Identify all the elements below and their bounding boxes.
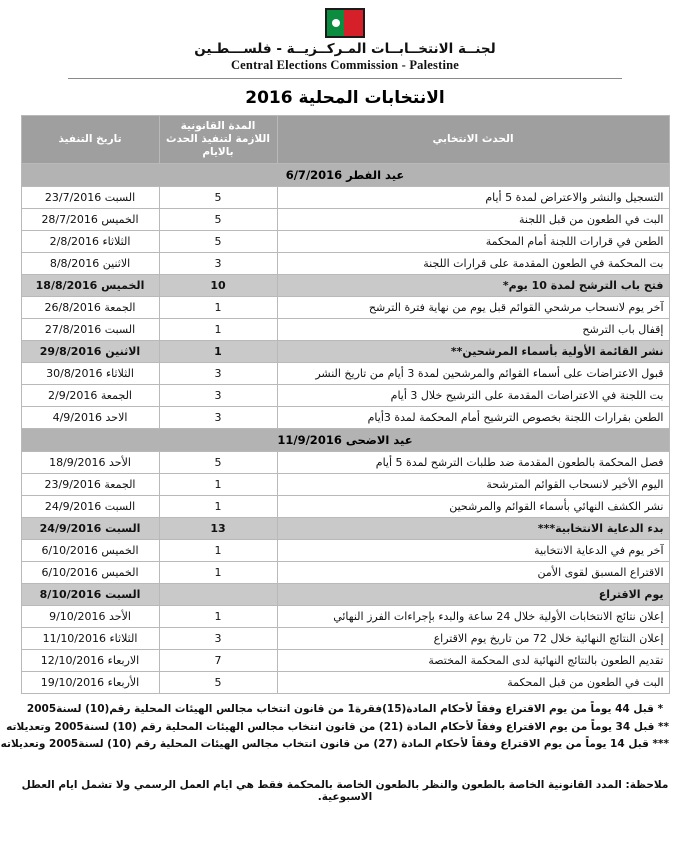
cell-date: الأحد 18/9/2016 (21, 452, 159, 474)
cell-duration: 13 (159, 518, 277, 540)
document-header (0, 0, 690, 79)
footnote-1: * قبل 44 يوماً من يوم الاقتراع وفقاً لأحكام المادة(15)فقرة1 من قانون انتخاب مجالس الهيئات المحلية رقم(10) لسنة2005 (26, 703, 664, 716)
cell-event: اليوم الأخير لانسحاب القوائم المترشحة (277, 474, 669, 496)
logo-green-block (327, 10, 344, 36)
table-row (21, 231, 669, 253)
cell-event: إقفال باب الترشح (277, 319, 669, 341)
cell-date: الثلاثاء 2/8/2016 (21, 231, 159, 253)
cell-duration: 3 (159, 363, 277, 385)
cell-date: الأحد 9/10/2016 (21, 606, 159, 628)
column-header-date: تاريخ التنفيذ (21, 116, 159, 164)
cell-duration: 7 (159, 650, 277, 672)
cell-date: الاثنين 29/8/2016 (21, 341, 159, 363)
table-row (21, 297, 669, 319)
table-row (21, 518, 669, 540)
cell-event: آخر يوم في الدعاية الانتخابية (277, 540, 669, 562)
column-header-duration: المدة القانونية اللازمة لتنفيذ الحدث بالايام (159, 116, 277, 164)
cell-duration (159, 584, 277, 606)
cell-event: تقديم الطعون بالنتائج النهائية لدى المحكمة المختصة (277, 650, 669, 672)
cell-event: نشر الكشف النهائي بأسماء القوائم والمرشحين (277, 496, 669, 518)
cell-duration: 10 (159, 275, 277, 297)
table-row (21, 562, 669, 584)
cell-date: الخميس 18/8/2016 (21, 275, 159, 297)
cell-duration: 5 (159, 187, 277, 209)
cell-event: الطعن في قرارات اللجنة أمام المحكمة (277, 231, 669, 253)
table-row (21, 628, 669, 650)
holiday-row (21, 164, 669, 187)
table-header-row (21, 116, 669, 164)
cell-event: البت في الطعون من قبل اللجنة (277, 209, 669, 231)
cell-event: آخر يوم لانسحاب مرشحي القوائم قبل يوم من نهاية فترة الترشح (277, 297, 669, 319)
table-row (21, 452, 669, 474)
cell-duration: 3 (159, 628, 277, 650)
table-row (21, 650, 669, 672)
table-row (21, 540, 669, 562)
cell-date: السبت 24/9/2016 (21, 496, 159, 518)
cell-duration: 1 (159, 540, 277, 562)
table-row (21, 253, 669, 275)
cell-duration: 1 (159, 496, 277, 518)
cell-date: السبت 24/9/2016 (21, 518, 159, 540)
cell-event: الاقتراع المسبق لقوى الأمن (277, 562, 669, 584)
table-row (21, 584, 669, 606)
cell-event: بدء الدعاية الانتخابية*** (277, 518, 669, 540)
footnote-2: ** قبل 34 يوماً من يوم الاقتراع وفقاً لأحكام المادة (21) من قانون انتخاب مجالس الهيئات المحلية رقم (10) لسنة2005 وتعديلاته (6, 720, 669, 733)
cell-duration: 5 (159, 452, 277, 474)
cell-date: الجمعة 26/8/2016 (21, 297, 159, 319)
holiday-label: عيد الاضحى 11/9/2016 (21, 429, 669, 452)
cell-date: الخميس 6/10/2016 (21, 562, 159, 584)
cell-event: بت المحكمة في الطعون المقدمة على قرارات اللجنة (277, 253, 669, 275)
header-divider (68, 78, 622, 79)
table-row (21, 187, 669, 209)
cell-date: الأربعاء 19/10/2016 (21, 672, 159, 694)
cell-duration: 1 (159, 341, 277, 363)
cell-date: الاحد 4/9/2016 (21, 407, 159, 429)
cell-date: الثلاثاء 11/10/2016 (21, 628, 159, 650)
cell-date: الخميس 28/7/2016 (21, 209, 159, 231)
cell-event: فصل المحكمة بالطعون المقدمة ضد طلبات الترشح لمدة 5 أيام (277, 452, 669, 474)
cell-duration: 5 (159, 231, 277, 253)
cell-event: نشر القائمة الأولية بأسماء المرشحين** (277, 341, 669, 363)
remark-note: ملاحظة: المدد القانونية الخاصة بالطعون والنظر بالطعون الخاصة بالمحكمة فقط هي ايام العمل الرسمي ولا تشمل ايام العطل الاسبوعية. (21, 779, 669, 804)
cell-event: إعلان نتائج الانتخابات الأولية خلال 24 ساعة والبدء بإجراءات الفرز النهائي (277, 606, 669, 628)
page-title: الانتخابات المحلية 2016 (245, 88, 445, 108)
cell-duration: 1 (159, 319, 277, 341)
cec-palestine-logo (325, 8, 365, 38)
table-row (21, 363, 669, 385)
table-row (21, 209, 669, 231)
cell-event: قبول الاعتراضات على أسماء القوائم والمرشحين لمدة 3 أيام من تاريخ النشر (277, 363, 669, 385)
cell-event: التسجيل والنشر والاعتراض لمدة 5 أيام (277, 187, 669, 209)
footnote-3: *** قبل 14 يوماً من يوم الاقتراع وفقاً لأحكام المادة (27) من قانون انتخاب مجالس الهيئات المحلية رقم (10) لسنة2005 وتعديلاته (0, 738, 669, 750)
table-row (21, 341, 669, 363)
cell-duration: 1 (159, 297, 277, 319)
column-header-event: الحدث الانتخابي (277, 116, 669, 164)
cell-date: الاربعاء 12/10/2016 (21, 650, 159, 672)
cell-date: الثلاثاء 30/8/2016 (21, 363, 159, 385)
table-row (21, 319, 669, 341)
organization-name-english: Central Elections Commission - Palestine (230, 58, 460, 72)
cell-event: البت في الطعون من قبل المحكمة (277, 672, 669, 694)
cell-duration: 1 (159, 562, 277, 584)
cell-duration: 3 (159, 385, 277, 407)
cell-event: الطعن بقرارات اللجنة بخصوص الترشيح أمام المحكمة لمدة 3أيام (277, 407, 669, 429)
table-row (21, 474, 669, 496)
cell-date: الخميس 6/10/2016 (21, 540, 159, 562)
cell-date: الاثنين 8/8/2016 (21, 253, 159, 275)
election-schedule-table (21, 115, 670, 694)
cell-event: يوم الاقتراع (277, 584, 669, 606)
cell-event: فتح باب الترشح لمدة 10 يوم* (277, 275, 669, 297)
table-row (21, 385, 669, 407)
holiday-row (21, 429, 669, 452)
table-row (21, 407, 669, 429)
cell-duration: 1 (159, 606, 277, 628)
cell-event: إعلان النتائج النهائية خلال 72 من تاريخ يوم الاقتراع (277, 628, 669, 650)
table-row (21, 672, 669, 694)
cell-date: الجمعة 2/9/2016 (21, 385, 159, 407)
cell-date: الجمعة 23/9/2016 (21, 474, 159, 496)
holiday-label: عيد الفطر 6/7/2016 (21, 164, 669, 187)
table-row (21, 496, 669, 518)
logo-red-block (344, 10, 363, 36)
footnotes (0, 701, 669, 753)
table-row (21, 606, 669, 628)
cell-duration: 5 (159, 209, 277, 231)
cell-event: بت اللجنة في الاعتراضات المقدمة على الترشيح خلال 3 أيام (277, 385, 669, 407)
cell-date: السبت 23/7/2016 (21, 187, 159, 209)
cell-duration: 3 (159, 253, 277, 275)
cell-duration: 3 (159, 407, 277, 429)
organization-name-arabic: لجنــة الانتخــابــات المـركــزيــة - فلســـطـين (194, 41, 496, 57)
cell-date: السبت 8/10/2016 (21, 584, 159, 606)
table-row (21, 275, 669, 297)
cell-duration: 1 (159, 474, 277, 496)
cell-date: السبت 27/8/2016 (21, 319, 159, 341)
cell-duration: 5 (159, 672, 277, 694)
